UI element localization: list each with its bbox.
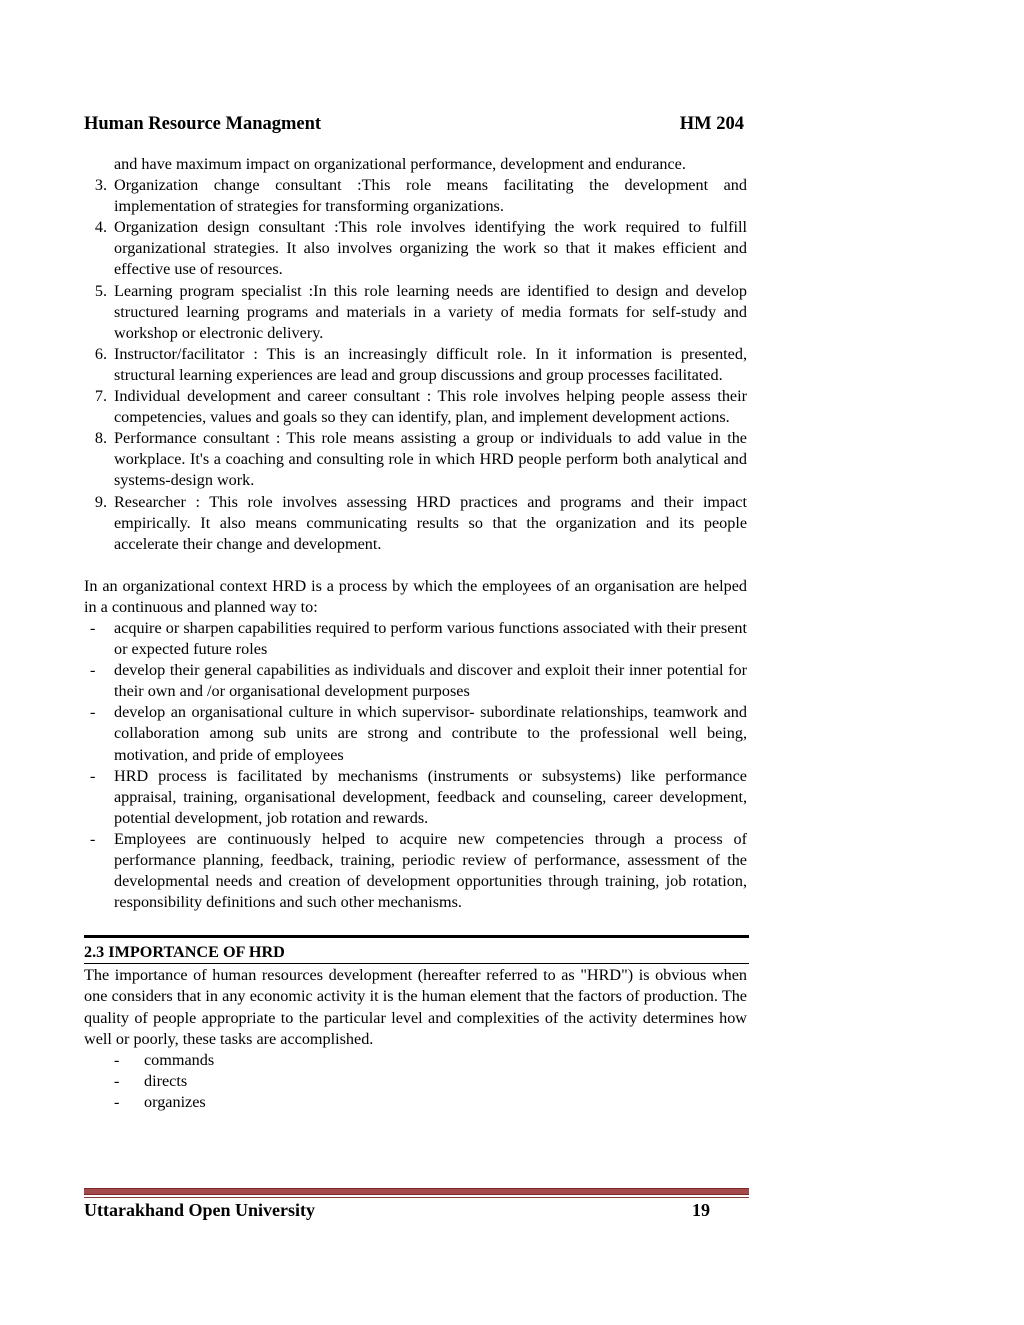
list-item-text: Instructor/facilitator : This is an increasingly difficult role. In it information is presented, structural learning experiences are lead and group discussions and group processes facilitated.: [114, 344, 747, 384]
list-item: [84, 766, 747, 829]
list-item: [84, 175, 747, 217]
list-number: 9.: [94, 492, 107, 511]
page-footer: [84, 1200, 749, 1226]
importance-section: [84, 935, 747, 1113]
list-item-text: HRD process is facilitated by mechanisms (instruments or subsystems) like performance appraisal, training, organisational development, feedback and counseling, career development, potential development, job rotation and rewards.: [114, 766, 747, 827]
context-paragraph: In an organizational context HRD is a process by which the employees of an organisation are helped in a continuous and planned way to:: [84, 576, 747, 616]
list-item: [84, 492, 747, 555]
section-heading-underline: [84, 963, 749, 964]
list-item-text: Organization change consultant :This role means facilitating the development and implementation of strategies for transforming organizations.: [114, 176, 747, 216]
list-item: [84, 660, 747, 702]
list-item-text: develop their general capabilities as individuals and discover and exploit their inner potential for their own and /or organisational development purposes: [114, 661, 747, 701]
list-item-text: Researcher : This role involves assessing HRD practices and programs and their impact empirically. It also means communicating results so that the organization and its people accelerate their change and development.: [114, 492, 747, 553]
hrd-process-list: [84, 618, 747, 913]
course-code: HM 204: [679, 114, 744, 134]
document-title: Human Resource Managment: [84, 114, 322, 134]
list-number: 8.: [94, 429, 107, 448]
list-item-text: Individual development and career consultant : This role involves helping people assess their competencies, values and goals so they can identify, plan, and implement development actions.: [114, 387, 747, 427]
dash-bullet: -: [90, 766, 96, 785]
list-item-text: develop an organisational culture in which supervisor- subordinate relationships, teamwork and collaboration among sub units are strong and contribute to the professional well being, motivation, and pride of employees: [114, 703, 747, 764]
list-item: [84, 1092, 747, 1113]
page-header: [84, 114, 746, 138]
dash-bullet: -: [114, 1092, 120, 1111]
dash-bullet: -: [114, 1071, 120, 1090]
list-item-text: Learning program specialist :In this role learning needs are identified to design and develop structured learning programs and materials in a variety of media formats for self-study and workshop or electronic delivery.: [114, 281, 747, 342]
list-item-text: directs: [144, 1071, 188, 1090]
footer-rule: [84, 1188, 749, 1195]
dash-bullet: -: [90, 829, 96, 848]
dash-bullet: -: [90, 703, 96, 722]
list-item: [84, 702, 747, 765]
list-item: [84, 281, 747, 344]
list-item: [84, 344, 747, 386]
dash-bullet: -: [114, 1050, 120, 1069]
dash-bullet: -: [90, 618, 96, 637]
list-number: 6.: [94, 344, 107, 363]
section-heading: 2.3 IMPORTANCE OF HRD: [84, 943, 285, 962]
list-number: 4.: [94, 218, 107, 237]
list-number: 7.: [94, 387, 107, 406]
hrd-roles-list: [84, 175, 747, 555]
list-item: [84, 1071, 747, 1092]
page-body: [84, 154, 747, 1113]
footer-rule-thin: [84, 1197, 749, 1198]
section-paragraph: The importance of human resources development (hereafter referred to as "HRD") is obvious when one considers that in any economic activity it is the human element that the factors of production. The quality of people appropriate to the particular level and complexities of the activity determines how well or poorly, these tasks are accomplished.: [84, 966, 747, 1048]
list-item: [84, 428, 747, 491]
list-item: [84, 618, 747, 660]
list-item-text: Performance consultant : This role means assisting a group or individuals to add value in the workplace. It's a coaching and consulting role in which HRD people perform both analytical and systems-design work.: [114, 429, 747, 490]
list-item-text: Employees are continuously helped to acquire new competencies through a process of performance planning, feedback, training, periodic review of performance, assessment of the developmental needs and creation of development opportunities through training, job rotation, responsibility definitions and such other mechanisms.: [114, 829, 747, 912]
page-number: 19: [692, 1200, 710, 1220]
list-number: 5.: [94, 281, 107, 300]
list-item: [84, 386, 747, 428]
list-item: [84, 1050, 747, 1071]
list-item-text: commands: [144, 1050, 215, 1069]
dash-bullet: -: [90, 661, 96, 680]
university-name: Uttarakhand Open University: [84, 1200, 316, 1220]
list-item-text: organizes: [144, 1092, 206, 1111]
list-item: [84, 829, 747, 913]
list-item: [84, 217, 747, 280]
list-item-text: acquire or sharpen capabilities required to perform various functions associated with their present or expected future roles: [114, 618, 747, 659]
list-number: 3.: [94, 176, 107, 195]
list-item-text: Organization design consultant :This role involves identifying the work required to fulfill organizational strategies. It also involves organizing the work so that it makes efficient and effective use of resources.: [114, 218, 747, 279]
list-item-continuation: and have maximum impact on organizational performance, development and endurance.: [114, 155, 686, 173]
